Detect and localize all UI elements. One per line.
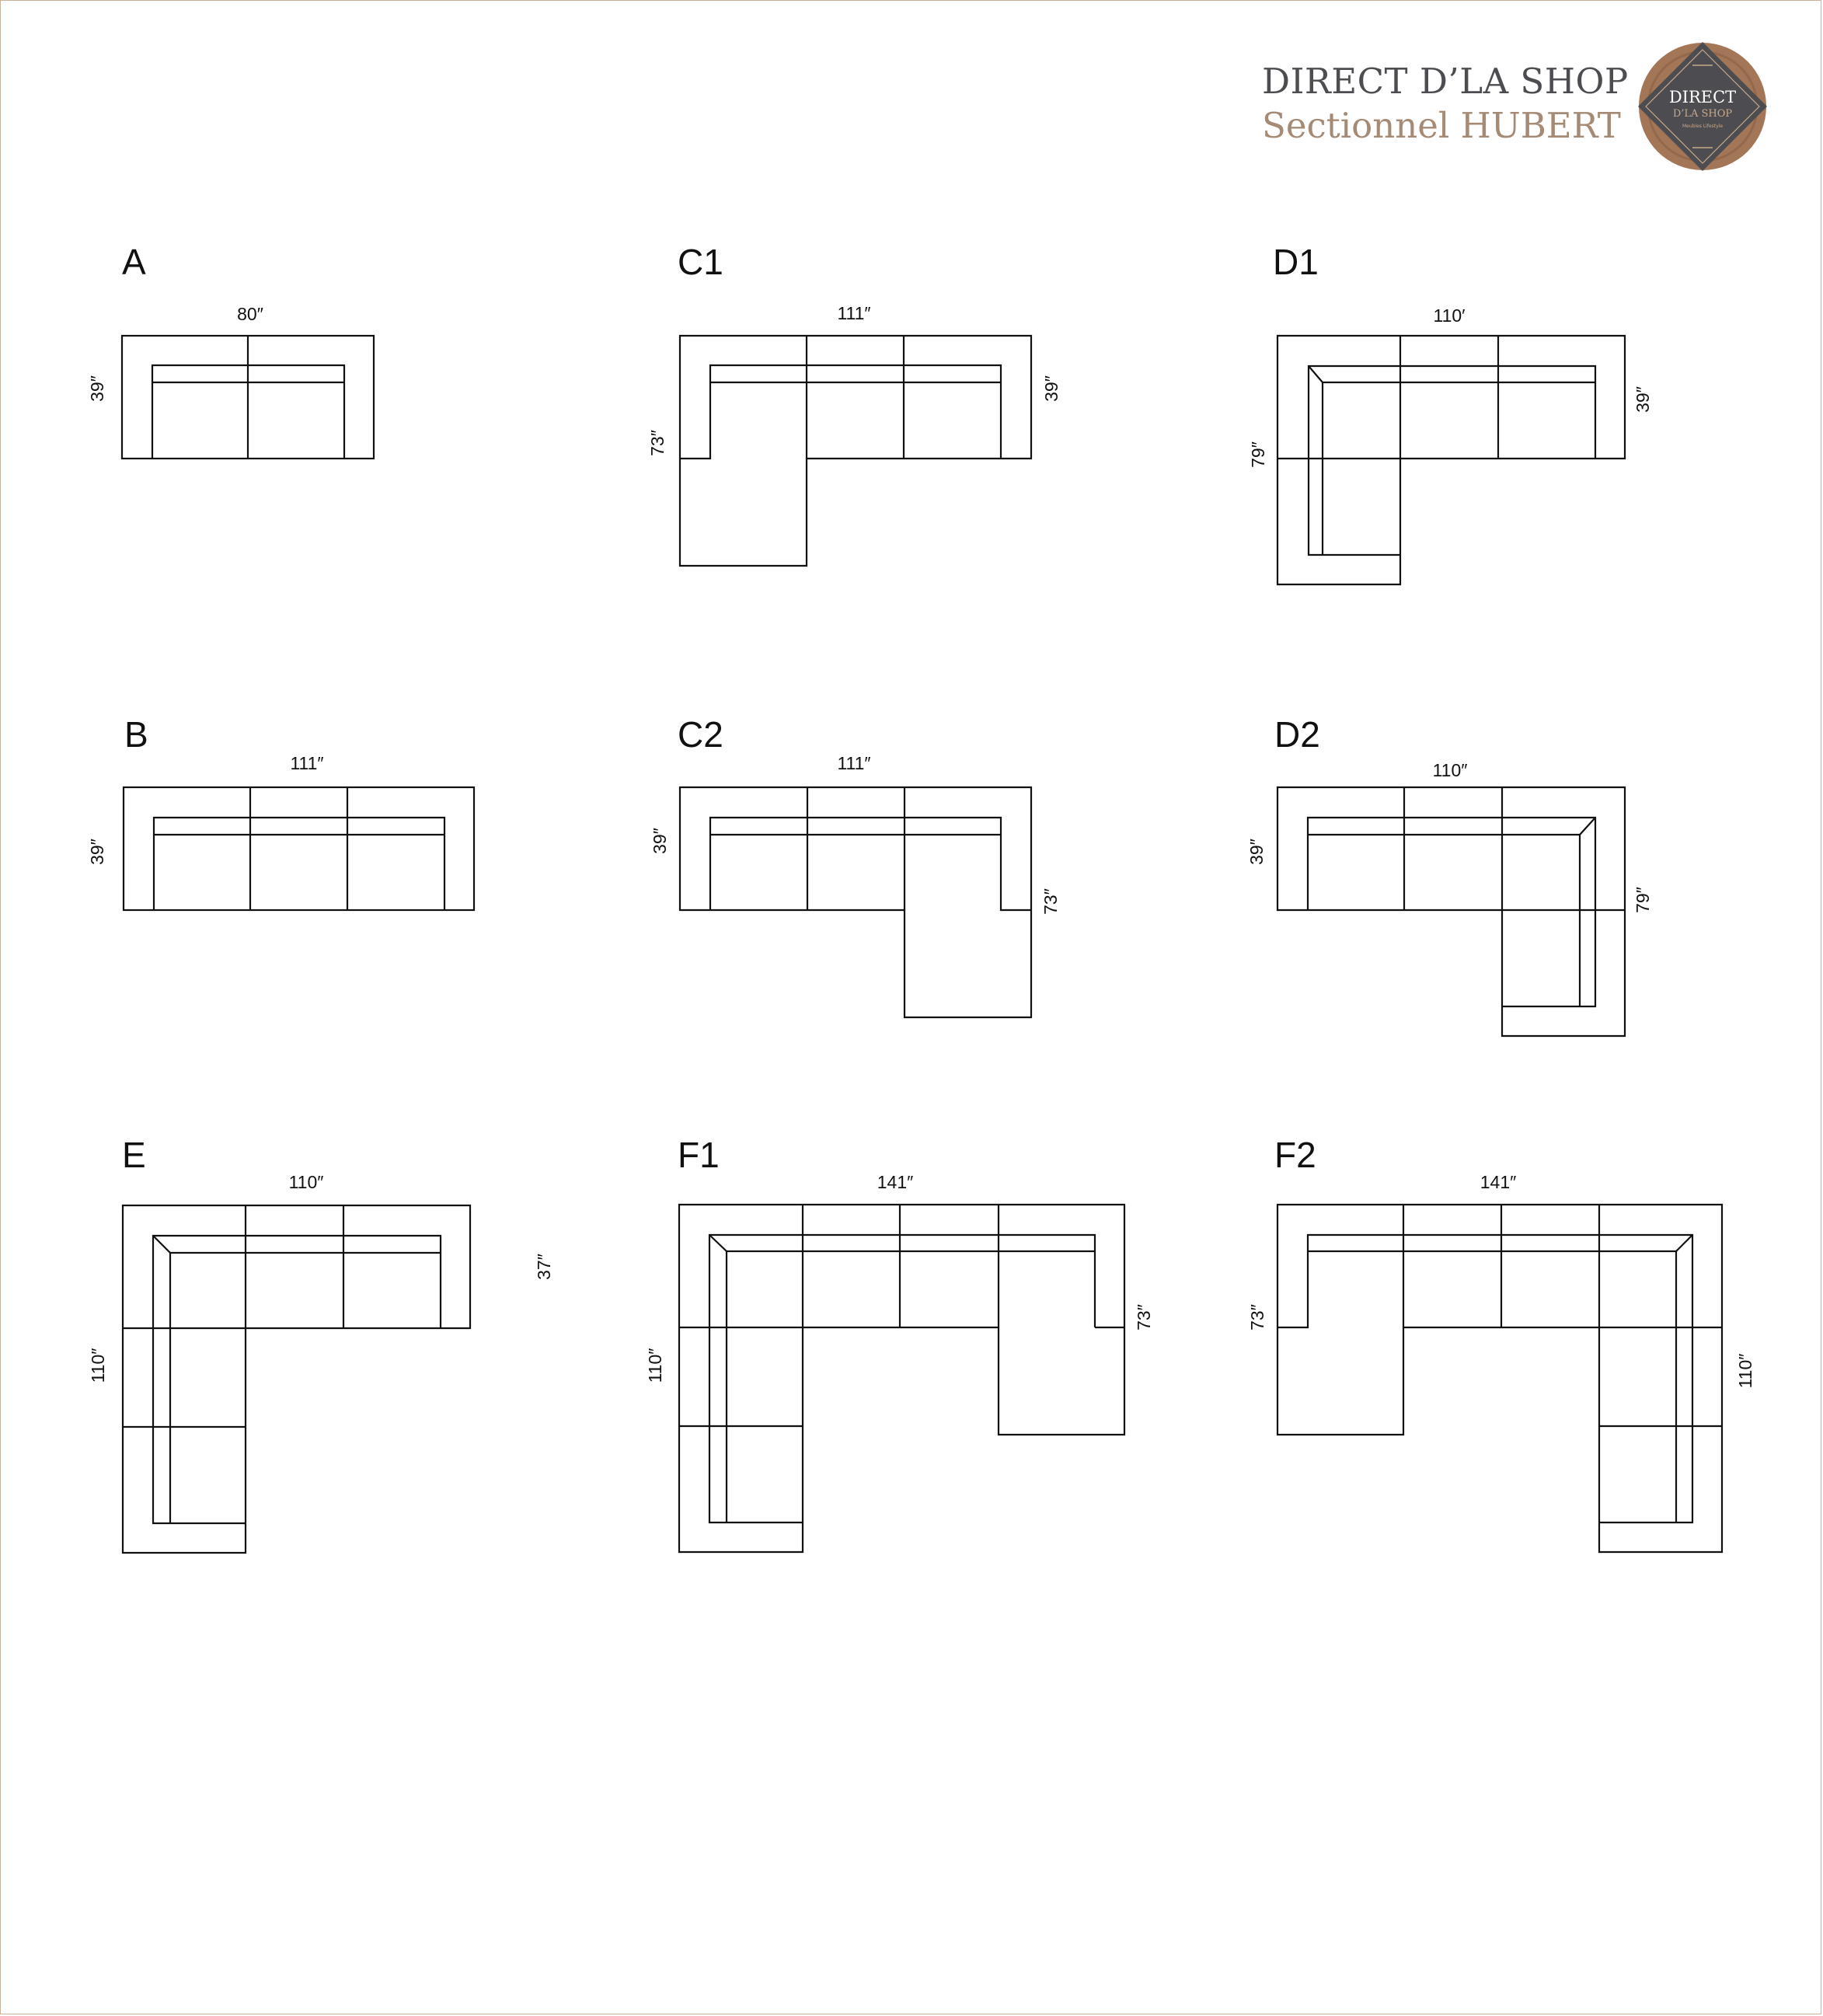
config-F2	[1247, 1135, 1755, 1552]
config-label: D2	[1274, 714, 1320, 755]
product-title: Sectionnel HUBERT	[1262, 105, 1621, 146]
dim-side-left: 110″	[88, 1348, 108, 1383]
sofa-outline	[1277, 336, 1625, 584]
config-label: C2	[678, 714, 723, 755]
dim-side-left: 39″	[87, 375, 107, 402]
sofa-outline	[680, 787, 1031, 1017]
config-C1	[647, 242, 1061, 566]
dim-side-left: 39″	[650, 828, 670, 854]
sofa-outline	[1277, 787, 1625, 1036]
dim-side-left: 79″	[1248, 441, 1268, 468]
config-C2	[650, 714, 1061, 1017]
sofa-outline	[122, 336, 374, 459]
sofa-outline	[124, 787, 474, 910]
logo-tagline: Meubles Lifestyle	[1682, 124, 1724, 129]
dim-side-left: 73″	[647, 430, 668, 456]
dim-side-left: 39″	[1246, 839, 1267, 865]
dim-side-right: 39″	[1633, 386, 1653, 413]
config-F1	[645, 1135, 1154, 1552]
dim-top: 111″	[837, 753, 871, 773]
sofa-outline	[1277, 1205, 1722, 1552]
config-label: D1	[1273, 242, 1319, 282]
sofa-outline	[679, 1205, 1124, 1552]
sofa-outline	[123, 1205, 470, 1553]
dim-side-right: 79″	[1633, 887, 1653, 913]
dim-top: 80″	[237, 304, 263, 324]
config-label: E	[122, 1135, 146, 1175]
brand-title: DIRECT D’LA SHOP	[1262, 61, 1629, 102]
config-D2	[1246, 714, 1653, 1036]
dim-top: 110′	[1433, 305, 1466, 326]
dim-top: 141″	[877, 1172, 914, 1192]
config-label: B	[124, 714, 148, 755]
dim-side-right: 110″	[1735, 1353, 1755, 1389]
dim-side-left: 39″	[87, 839, 107, 865]
logo-line1: DIRECT	[1668, 88, 1737, 106]
dim-side-right: 73″	[1040, 888, 1061, 915]
config-E	[88, 1135, 554, 1553]
config-label: C1	[678, 242, 723, 282]
config-label: A	[122, 242, 146, 282]
dim-top: 110″	[288, 1172, 324, 1192]
dim-top: 110″	[1432, 760, 1468, 780]
dim-top: 111″	[837, 303, 871, 323]
config-label: F1	[678, 1135, 720, 1175]
dim-top: 141″	[1480, 1172, 1517, 1192]
config-A	[87, 242, 374, 459]
dim-side-right: 37″	[534, 1254, 554, 1280]
dim-side-right: 73″	[1134, 1304, 1154, 1331]
dim-top: 111″	[290, 753, 324, 773]
dim-side-left: 110″	[645, 1348, 665, 1383]
config-B	[87, 714, 474, 910]
config-label: F2	[1274, 1135, 1316, 1175]
logo-line2: D’LA SHOP	[1672, 108, 1733, 120]
dim-side-right: 39″	[1041, 375, 1061, 402]
config-D1	[1248, 242, 1653, 584]
sofa-outline	[680, 336, 1031, 566]
dim-side-left: 73″	[1247, 1304, 1267, 1331]
